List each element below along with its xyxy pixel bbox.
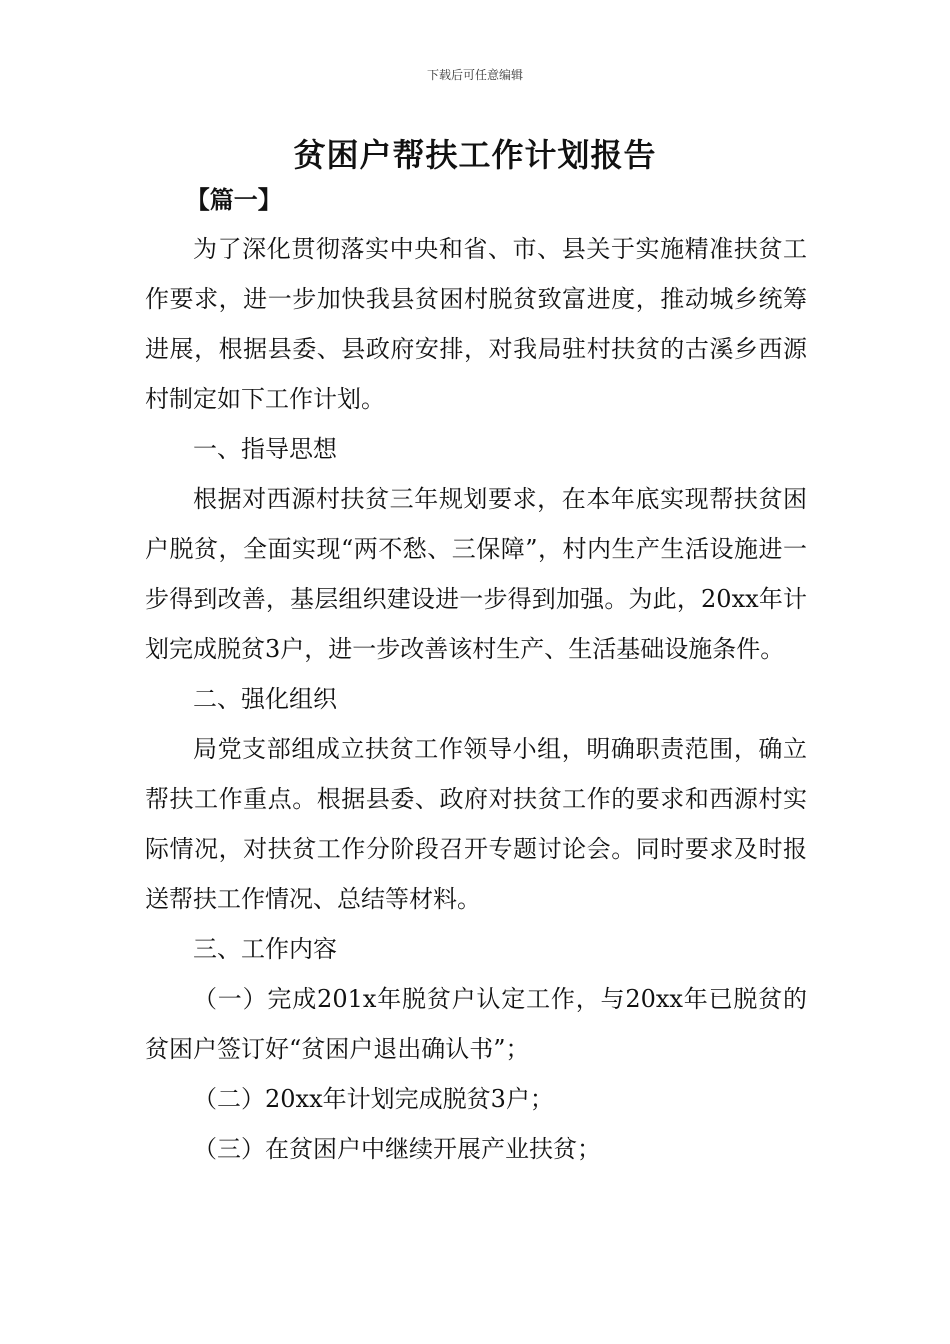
paragraph-organization: 局党支部组成立扶贫工作领导小组，明确职责范围，确立帮扶工作重点。根据县委、政府对扶贫工作的要求和西源村实际情况，对扶贫工作分阶段召开专题讨论会。同时要求及时报送帮扶工作情况、总结等材料。 [145, 735, 807, 913]
heading-work-content: 三、工作内容 [193, 935, 337, 963]
list-item-2: （二）20xx年计划完成脱贫3户； [193, 1085, 554, 1113]
paragraph-guiding-thought: 根据对西源村扶贫三年规划要求，在本年底实现帮扶贫困户脱贫，全面实现“两不愁、三保障”，村内生产生活设施进一步得到改善，基层组织建设进一步得到加强。为此，20xx年计划完成脱贫3户，进一步改善该村生产、生活基础设施条件。 [145, 485, 807, 663]
document-body [145, 176, 807, 1174]
header-note: 下载后可任意编辑 [426, 68, 523, 82]
heading-guiding-thought: 一、指导思想 [193, 435, 337, 463]
document-title: 贫困户帮扶工作计划报告 [293, 136, 657, 174]
section-tag: 【篇一】 [185, 185, 282, 214]
list-item-3: （三）在贫困户中继续开展产业扶贫； [193, 1135, 601, 1163]
heading-organization: 二、强化组织 [193, 685, 337, 713]
list-item-1: （一）完成201x年脱贫户认定工作，与20xx年已脱贫的贫困户签订好“贫困户退出确认书”； [145, 985, 807, 1063]
paragraph-intro: 为了深化贯彻落实中央和省、市、县关于实施精准扶贫工作要求，进一步加快我县贫困村脱贫致富进度，推动城乡统筹进展，根据县委、县政府安排，对我局驻村扶贫的古溪乡西源村制定如下工作计划。 [145, 235, 807, 413]
